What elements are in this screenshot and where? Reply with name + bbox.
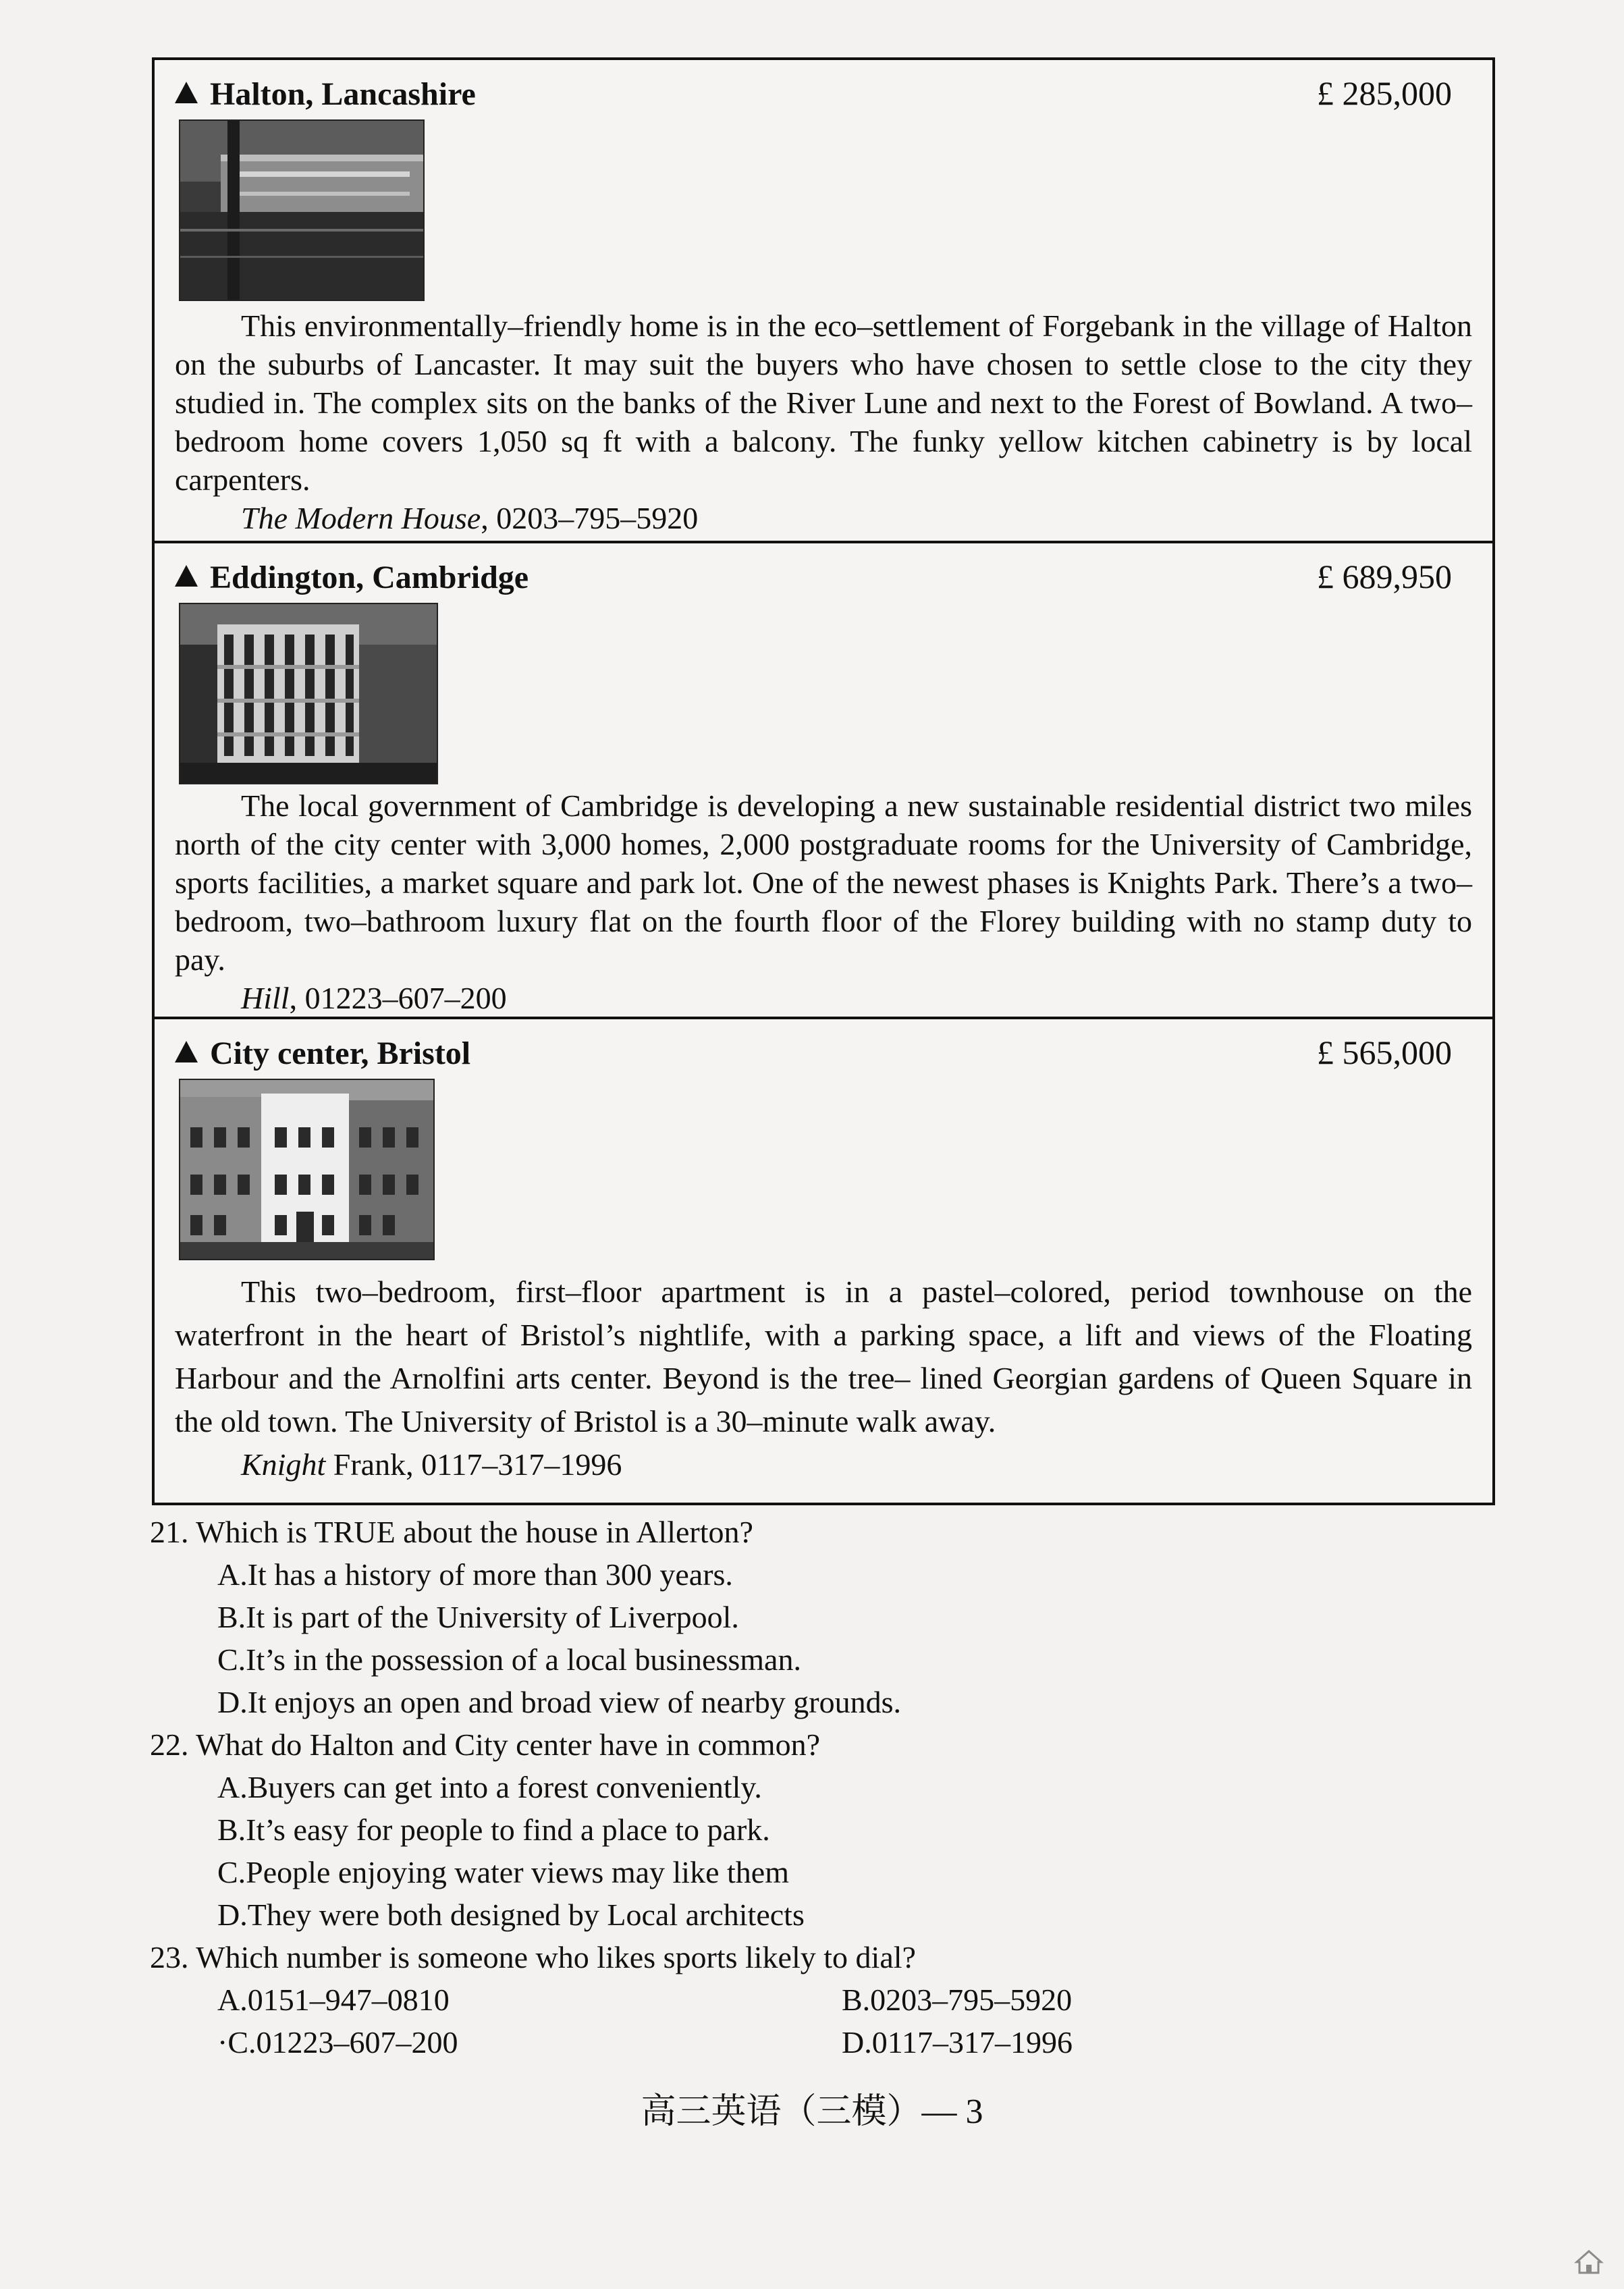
option-a: A.Buyers can get into a forest conveniently.	[217, 1770, 762, 1804]
listing-contact	[175, 979, 1472, 1017]
agent-name: The Modern House	[241, 501, 481, 535]
option-c: C.It’s in the possession of a local businessman.	[217, 1642, 801, 1677]
house-watermark-icon	[1574, 2247, 1604, 2277]
agent-name: Knight	[241, 1447, 326, 1482]
question-section	[150, 1511, 1493, 2064]
agent-name: Hill	[241, 981, 290, 1015]
listing-price: £ 565,000	[1317, 1033, 1452, 1071]
agent-phone: Frank, 0117–317–1996	[325, 1447, 622, 1482]
option-row	[150, 1978, 1493, 2021]
listing-description: This two–bedroom, first–floor apartment is in a pastel–colored, period townhouse on the waterfront in the heart of Bristol’s nightlife, with a parking space, a lift and views of the Floating Harbour and the Arnolfini arts center. Beyond is the tree– lined Georgian gardens of Queen Square in the old town. The University of Bristol is a 30–minute walk away.	[175, 1274, 1472, 1438]
listing-header	[175, 557, 1452, 596]
question-23	[150, 1936, 1493, 2064]
triangle-bullet-icon	[175, 1041, 198, 1062]
building-photo-halton	[179, 119, 425, 301]
option-row	[150, 2021, 1493, 2064]
agent-phone: , 01223–607–200	[289, 981, 507, 1015]
question-22	[150, 1723, 1493, 1936]
listing-contact	[175, 1443, 1472, 1486]
option-b: B.0203–795–5920	[842, 1983, 1073, 2017]
listing-price: £ 285,000	[1317, 74, 1452, 112]
option-a: A.0151–947–0810	[217, 1983, 450, 2017]
option-d: D.0117–317–1996	[842, 2025, 1073, 2059]
listing-description-block	[175, 786, 1472, 1017]
listing-halton	[152, 57, 1495, 543]
listing-header	[175, 1033, 1452, 1072]
triangle-bullet-icon	[175, 82, 198, 103]
option-c: C.People enjoying water views may like them	[217, 1855, 789, 1889]
listing-description: The local government of Cambridge is developing a new sustainable residential district two miles north of the city center with 3,000 homes, 2,000 postgraduate rooms for the University of Cambridge, sports facilities, a market square and park lot. One of the newest phases is Knights Park. There’s a two–bedroom, two–bathroom luxury flat on the fourth floor of the Florey building with no stamp duty to pay.	[175, 788, 1472, 977]
option-b: B.It is part of the University of Liverpool.	[217, 1600, 739, 1634]
option-c: ·C.01223–607–200	[217, 2025, 458, 2059]
question-stem: 22. What do Halton and City center have in common?	[150, 1727, 820, 1762]
listing-description-block	[175, 1270, 1472, 1486]
page-footer: 高三英语（三模）— 3	[641, 2093, 983, 2131]
building-photo-eddington	[179, 603, 438, 784]
question-21	[150, 1511, 1493, 1723]
triangle-bullet-icon	[175, 565, 198, 587]
listing-place: Eddington, Cambridge	[210, 560, 529, 595]
listing-bristol	[152, 1019, 1495, 1505]
listing-eddington	[152, 543, 1495, 1019]
agent-phone: , 0203–795–5920	[481, 501, 699, 535]
building-photo-bristol	[179, 1079, 435, 1260]
listing-contact	[175, 499, 1472, 537]
question-stem: 23. Which number is someone who likes sports likely to dial?	[150, 1940, 916, 1974]
listing-place: Halton, Lancashire	[210, 76, 476, 112]
listing-header	[175, 74, 1452, 113]
listing-description: This environmentally–friendly home is in the eco–settlement of Forgebank in the village of Halton on the suburbs of Lancaster. It may suit the buyers who have chosen to settle close to the city they studied in. The complex sits on the banks of the River Lune and next to the Forest of Bowland. A two–bedroom home covers 1,050 sq ft with a balcony. The funky yellow kitchen cabinetry is by local carpenters.	[175, 308, 1472, 497]
listing-description-block	[175, 306, 1472, 537]
listing-place: City center, Bristol	[210, 1035, 471, 1071]
listing-price: £ 689,950	[1317, 558, 1452, 595]
option-a: A.It has a history of more than 300 years.	[217, 1557, 733, 1592]
question-stem: 21. Which is TRUE about the house in Allerton?	[150, 1515, 753, 1549]
option-d: D.It enjoys an open and broad view of nearby grounds.	[217, 1685, 902, 1719]
option-b: B.It’s easy for people to find a place to park.	[217, 1812, 770, 1847]
option-d: D.They were both designed by Local architects	[217, 1897, 805, 1932]
